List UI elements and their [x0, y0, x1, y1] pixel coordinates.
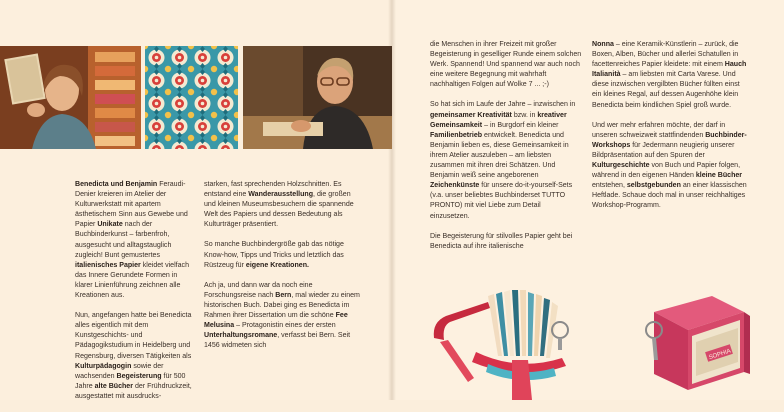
body-text: für Jedermann neugierig unserer Bildpräsentation auf den Spuren der: [592, 141, 735, 159]
body-text: – in Burgdorf ein kleiner: [482, 121, 559, 129]
body-text: entwickelt. Benedicta und Benjamin lieben es, diese Gemeinsamkeit in ihrem Atelier auszuleben – am liebsten zusammen mit ihren drei Schätzen. Und Benjamin weiß seine angeborenen: [430, 131, 569, 180]
emphasis-text: eigene Kreationen.: [245, 261, 309, 269]
body-text: Feraudi-Denier kreieren im Atelier der Kulturwerkstatt mit apartem ästhetischem Sinn aus Gewebe und Papier: [75, 181, 188, 229]
body-text: für unsere do-it-yourself-Sets (v.a. unser beliebtes Buchbinderset TUTTO PRONTO) mit viel Liebe zum Detail einzusetzen.: [430, 182, 573, 220]
body-text: – am liebsten mit Carta Varese. Und diese inzwischen vergilbten Bücher füllten einst ein kleines Regal, auf dessen Augenhöhe klein Benedicta beim kindlichen Spiel groß wurde.: [592, 71, 740, 109]
col1-paragraph-2: [75, 311, 194, 402]
col4-paragraph-2: [592, 121, 750, 212]
body-text: Ach ja, und dann war da noch eine Forschungsreise nach: [204, 281, 313, 299]
emphasis-text: Familienbetrieb: [430, 131, 483, 139]
body-text: – Protagonistin eines der ersten: [234, 322, 336, 330]
col1-paragraph-1: [75, 180, 194, 301]
emphasis-text: alte Bücher: [94, 382, 133, 390]
photo-patterned-paper: [145, 46, 238, 149]
body-text: für 500 Jahre: [75, 372, 186, 390]
emphasis-text: Unikate: [97, 221, 123, 229]
body-text: an einer klassischen Heftlade. Schaue doch mal in unser reichhaltiges Workshop-Programm.: [592, 182, 747, 210]
body-text: So manche Buchbindergröße gab das nötige Know-how, Tipps und Tricks und letztlich das Rüstzeug für: [204, 241, 344, 269]
text-column-1: [75, 180, 194, 412]
body-text: – eine Keramik-Künstlerin – zurück, die Boxen, Alben, Bücher und allerlei Schatullen in facettenreiches Papier kleidete: mit einem: [592, 41, 739, 69]
body-text: starken, fast sprechenden Holzschnitten. Es entstand eine: [204, 181, 342, 199]
body-text: So hat sich im Laufe der Jahre – inzwischen in: [430, 101, 576, 109]
emphasis-text: Buchbinder-Workshops: [592, 131, 747, 149]
emphasis-text: Wanderausstellung: [248, 191, 314, 199]
emphasis-text: Unterhaltungsromane: [204, 332, 278, 340]
text-column-4: [592, 40, 750, 222]
emphasis-text: gemeinsamer Kreativität: [430, 111, 512, 119]
text-column-3: [430, 40, 582, 262]
emphasis-text: Hauch Italianità: [592, 61, 747, 79]
body-text: Und wer mehr erfahren möchte, der darf in unseren schweizweit stattfindenden: [592, 121, 726, 139]
col3-paragraph-1: [430, 40, 582, 90]
emphasis-text: Begeisterung: [116, 372, 162, 380]
col2-paragraph-3: [204, 281, 362, 352]
body-text: der Frühdruckzeit, ausgestattet mit ausdrucks-: [75, 382, 192, 400]
body-text: von Buch und Papier folgen, während in den eigenen Händen: [592, 162, 741, 180]
body-text: Nun, angefangen hatte bei Benedicta alles eigentlich mit dem Kunstgeschichts- und Pädagogikstudium in Heidelberg und Regensburg, diversen Tätigkeiten als: [75, 312, 192, 360]
emphasis-text: Kulturgeschichte: [592, 162, 650, 170]
box-label-text: SOPHIA: [708, 348, 732, 362]
body-text: Die Begeisterung für stilvolles Papier geht bei Benedicta auf ihre italienische: [430, 232, 573, 250]
emphasis-text: italienisches Papier: [75, 261, 141, 269]
emphasis-text: Fee Melusina: [204, 312, 348, 330]
emphasis-text: Nonna: [592, 41, 614, 48]
body-text: nach der Buchbinderkunst – farbenfroh, ausgesucht und alltagstauglich zugleich! Bunt gemustertes: [75, 221, 172, 259]
body-text: , die großen und kleinen Museumsbesuchern die spannende Welt des Papiers und dessen Bedeutung als Kulturträger präsentiert.: [204, 191, 354, 229]
emphasis-text: Zeichenkünste: [430, 182, 480, 190]
emphasis-text: Benedicta und Benjamin: [75, 181, 158, 188]
emphasis-text: Kulturpädagogin: [75, 362, 132, 370]
photo-woman-reading: [0, 46, 141, 149]
emphasis-text: kleine Bücher: [695, 172, 743, 180]
body-text: , verfasst bei Bern. Seit 1456 widmeten sich: [204, 332, 351, 350]
body-text: kleidet vielfach das Innere Gerundete Formen in klarer Linienführung zeichnen alle Kreationen aus.: [75, 261, 189, 300]
text-column-2: [204, 180, 362, 361]
body-text: entstehen,: [592, 182, 627, 190]
emphasis-text: Bern: [275, 291, 292, 299]
col3-paragraph-3: [430, 232, 582, 252]
col4-paragraph-1: [592, 40, 750, 111]
emphasis-text: selbstgebunden: [626, 182, 681, 190]
col3-paragraph-2: [430, 100, 582, 221]
body-text: bzw. in: [511, 111, 538, 119]
emphasis-text: kreativer Gemeinsamkeit: [430, 111, 567, 129]
product-pink-box: [640, 290, 752, 400]
body-text: , mal wieder zu einem historischen Buch. Dabei ging es Benedicta im Rahmen ihrer Dissertation um die schöne: [204, 291, 360, 320]
product-accordion-booklet: [428, 282, 574, 400]
body-text: sowie der wachsenden: [75, 362, 164, 380]
body-text: die Menschen in ihrer Freizeit mit großer Begeisterung in geselliger Runde einem solchen Werk. Spannend! Und spannend war auch noch eine weitere Begegnung mit wahrhaft nachhaltigen Folgen auf Wolke 7 ... ;-): [430, 41, 582, 89]
photo-man-working: [243, 46, 392, 149]
col2-paragraph-1: [204, 180, 362, 230]
col2-paragraph-2: [204, 240, 362, 270]
